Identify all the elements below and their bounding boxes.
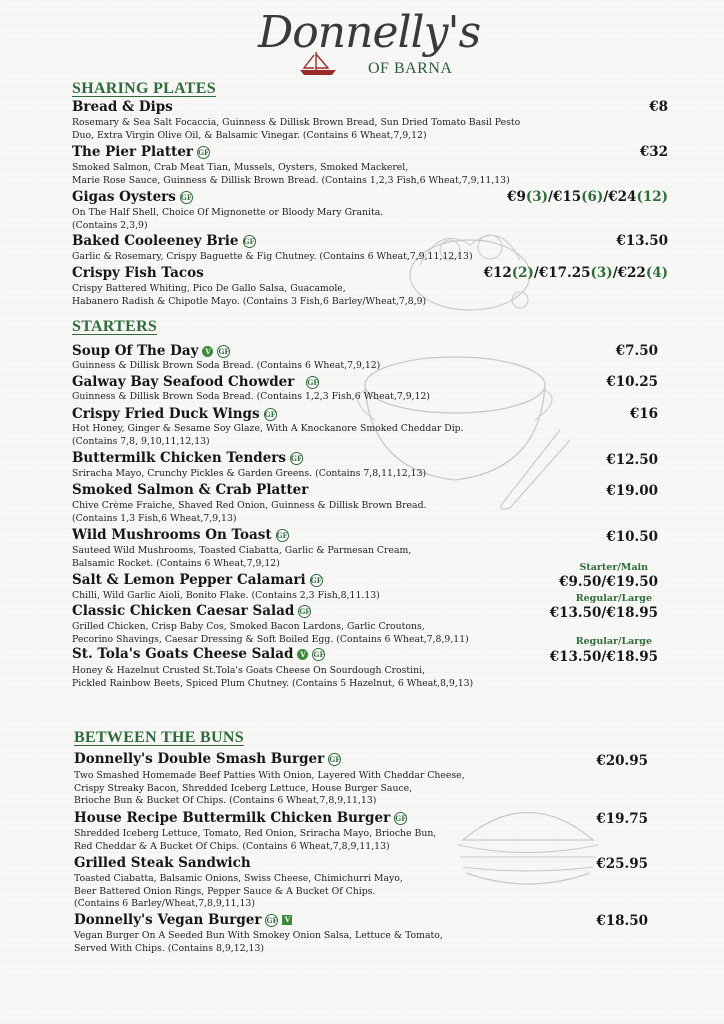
price-part: /€22 (612, 265, 646, 281)
price-part: /€24 (603, 189, 637, 205)
desc-line: Toasted Ciabatta, Balsamic Onions, Swiss Cheese, Chimichurri Mayo, (74, 873, 403, 884)
price-part: €9 (507, 189, 526, 205)
menu-item-name (72, 603, 311, 619)
item-description (72, 391, 430, 404)
item-description (72, 162, 510, 187)
logo-wordmark: Donnelly's (258, 7, 481, 58)
portion-size-label: Regular/Large (575, 593, 652, 604)
item-name-text: Classic Chicken Caesar Salad (72, 603, 295, 619)
desc-line: Grilled Chicken, Crisp Baby Cos, Smoked Bacon Lardons, Garlic Croutons, (72, 621, 425, 632)
item-name-text: Bread & Dips (72, 99, 173, 115)
vegan-icon: V (282, 915, 292, 925)
desc-line: Sriracha Mayo, Crunchy Pickles & Garden Greens. (Contains 7,8,11,12,13) (72, 468, 427, 479)
item-description (72, 545, 411, 570)
menu-item-name (74, 751, 341, 767)
item-price (507, 189, 668, 205)
item-price: €10.50 (606, 529, 658, 545)
portion-size-label: Regular/Large (575, 636, 652, 647)
desc-line: Rosemary & Sea Salt Focaccia, Guinness & Dillisk Brown Bread, Sun Dried Tomato Basil Pesto (72, 117, 521, 128)
item-description (72, 117, 520, 142)
item-description (74, 873, 403, 911)
gluten-free-icon: GF (299, 606, 311, 616)
menu-item-name (72, 374, 319, 390)
item-name-text: Soup Of The Day (72, 343, 199, 359)
item-description (74, 770, 465, 808)
item-name-text: Crispy Fried Duck Wings (72, 406, 260, 422)
item-price: €18.50 (596, 913, 648, 929)
gluten-free-icon: GF (291, 453, 302, 463)
desc-line: (Contains 1,3 Fish,6 Wheat,7,9,13) (72, 512, 237, 524)
item-description (72, 283, 426, 308)
gluten-free-icon: GF (218, 346, 230, 356)
desc-line: Balsamic Rocket. (Contains 6 Wheat,7,9,12) (72, 557, 280, 569)
portion-count: (12) (636, 189, 668, 205)
gluten-free-icon: GF (307, 377, 319, 387)
item-description (74, 930, 443, 955)
desc-line: Crispy Battered Whiting, Pico De Gallo Salsa, Guacamole, (72, 283, 346, 294)
item-name-text: Donnelly's Vegan Burger (74, 912, 262, 928)
desc-line: Marie Rose Sauce, Guinness & Dillisk Brown Bread. (Contains 1,2,3 Fish,6 Wheat,7,9,11,13) (72, 174, 510, 186)
menu-item-name (72, 482, 308, 498)
item-description (72, 251, 473, 264)
item-price: €12.50 (606, 452, 658, 468)
item-description (72, 468, 426, 481)
item-price: €19.00 (606, 483, 658, 499)
item-price: €19.75 (596, 811, 648, 827)
item-description (74, 828, 436, 853)
price-part: /€15 (548, 189, 582, 205)
gluten-free-icon: GF (310, 575, 322, 585)
desc-line: Served With Chips. (Contains 8,9,12,13) (74, 942, 265, 954)
desc-line: Shredded Iceberg Lettuce, Tomato, Red Onion, Sriracha Mayo, Brioche Bun, (74, 828, 437, 839)
desc-line: (Contains 7,8, 9,10,11,12,13) (72, 435, 210, 447)
desc-line: Pecorino Shavings, Caesar Dressing & Soft Boiled Egg. (Contains 6 Wheat,7,8,9,11) (72, 633, 469, 645)
section-title-starters: STARTERS (72, 318, 158, 335)
vegetarian-icon: V (202, 346, 213, 357)
item-price: €20.95 (596, 753, 648, 769)
item-name-text: Smoked Salmon & Crab Platter (72, 482, 309, 498)
desc-line: Beer Battered Onion Rings, Pepper Sauce & A Bucket Of Chips. (74, 885, 376, 897)
portion-count: (3) (590, 265, 613, 281)
item-price: €9.50/€19.50 (559, 574, 658, 590)
item-price: €10.25 (606, 374, 658, 390)
item-name-text: Crispy Fish Tacos (72, 265, 204, 281)
desc-line: Vegan Burger On A Seeded Bun With Smokey Onion Salsa, Lettuce & Tomato, (74, 930, 443, 941)
gluten-free-icon: GF (266, 915, 278, 925)
gluten-free-icon: GF (243, 236, 255, 246)
desc-line: (Contains 2,3,9) (72, 219, 148, 231)
desc-line: Brioche Bun & Bucket Of Chips. (Contains 6 Wheat,7,8,9,11,13) (74, 795, 377, 807)
vegetarian-icon: V (297, 649, 308, 660)
item-description (72, 621, 469, 646)
desc-line: Sauteed Wild Mushrooms, Toasted Ciabatta, Garlic & Parmesan Cream, (72, 545, 412, 556)
desc-line: Honey & Hazelnut Crusted St.Tola's Goats Cheese On Sourdough Crostini, (72, 665, 426, 676)
menu-item-name (72, 189, 193, 205)
item-name-text: Baked Cooleeney Brie (72, 233, 239, 249)
menu-item-name (72, 144, 210, 160)
desc-line: Chilli, Wild Garlic Aioli, Bonito Flake. (Contains 2,3 Fish,8,11.13) (72, 590, 380, 601)
logo-subtitle: OF BARNA (368, 60, 453, 77)
gluten-free-icon: GF (313, 649, 325, 659)
item-description (72, 590, 380, 603)
portion-count: (4) (645, 265, 668, 281)
item-price: €25.95 (596, 856, 648, 872)
desc-line: Guinness & Dillisk Brown Soda Bread. (Contains 1,2,3 Fish,6 Wheat,7,9,12) (72, 391, 431, 402)
gluten-free-icon: GF (198, 147, 210, 157)
desc-line: On The Half Shell, Choice Of Mignonette or Bloody Mary Granita. (72, 207, 384, 218)
portion-size-label: Starter/Main (579, 562, 648, 573)
desc-line: Guinness & Dillisk Brown Soda Bread. (Contains 6 Wheat,7,9,12) (72, 360, 381, 371)
price-part: €12 (483, 265, 512, 281)
gluten-free-icon: GF (264, 409, 276, 419)
item-price (484, 265, 668, 281)
item-price: €7.50 (615, 343, 658, 359)
desc-line: Red Cheddar & A Bucket Of Chips. (Contains 6 Wheat,7,8,9,11,13) (74, 840, 390, 852)
desc-line: Hot Honey, Ginger & Sesame Soy Glaze, With A Knockanore Smoked Cheddar Dip. (72, 423, 464, 434)
desc-line: Pickled Rainbow Beets, Spiced Plum Chutney. (Contains 5 Hazelnut, 6 Wheat,8,9,13) (72, 677, 474, 689)
gluten-free-icon: GF (329, 754, 341, 764)
item-description (72, 665, 473, 690)
desc-line: (Contains 6 Barley/Wheat,7,8,9,11,13) (74, 898, 255, 910)
item-name-text: Grilled Steak Sandwich (74, 855, 251, 871)
item-description (72, 500, 426, 525)
desc-line: Smoked Salmon, Crab Meat Tian, Mussels, Oysters, Smoked Mackerel, (72, 162, 409, 173)
menu-item-name (72, 265, 204, 281)
item-name-text: Salt & Lemon Pepper Calamari (72, 572, 306, 588)
menu-item-name (72, 572, 323, 588)
item-description (72, 423, 464, 448)
item-price: €16 (629, 406, 658, 422)
desc-line: Duo, Extra Virgin Olive Oil, & Balsamic Vinegar. (Contains 6 Wheat,7,9,12) (72, 129, 427, 141)
item-name-text: The Pier Platter (72, 144, 194, 160)
desc-line: Two Smashed Homemade Beef Patties With Onion, Layered With Cheddar Cheese, (74, 770, 465, 781)
item-name-text: Buttermilk Chicken Tenders (72, 450, 287, 466)
desc-line: Habanero Radish & Chipotle Mayo. (Contains 3 Fish,6 Barley/Wheat,7,8,9) (72, 295, 427, 307)
menu-item-name (74, 855, 251, 871)
item-price: €13.50 (616, 233, 668, 249)
section-title-sharing: SHARING PLATES (72, 80, 216, 97)
item-name-text: Donnelly's Double Smash Burger (74, 751, 325, 767)
item-price: €13.50/€18.95 (549, 649, 658, 665)
portion-count: (3) (525, 189, 549, 205)
portion-count: (6) (581, 189, 604, 205)
desc-line: Crispy Streaky Bacon, Shredded Iceberg Lettuce, House Burger Sauce, (74, 782, 413, 794)
portion-count: (2) (511, 265, 534, 281)
item-description (72, 207, 383, 232)
gluten-free-icon: GF (276, 530, 288, 540)
menu-item-name (72, 406, 277, 422)
section-title-buns: BETWEEN THE BUNS (74, 729, 244, 746)
item-description (72, 360, 380, 373)
item-price: €13.50/€18.95 (549, 605, 658, 621)
menu-item-name (72, 450, 303, 466)
desc-line: Garlic & Rosemary, Crispy Baguette & Fig Chutney. (Contains 6 Wheat,7,9,11,12,13) (72, 251, 473, 262)
menu-item-name (74, 810, 407, 826)
item-name-text: Gigas Oysters (72, 189, 176, 205)
menu-item-name (74, 912, 292, 928)
menu-item-name (72, 233, 256, 249)
gluten-free-icon: GF (180, 192, 192, 202)
item-name-text: St. Tola's Goats Cheese Salad (72, 646, 294, 662)
item-price: €32 (639, 144, 668, 160)
burger-sketch-icon (448, 795, 608, 895)
menu-item-name (72, 343, 230, 359)
item-name-text: Galway Bay Seafood Chowder (72, 374, 295, 390)
menu-item-name (72, 99, 173, 115)
price-part: /€17.25 (533, 265, 591, 281)
desc-line: Chive Crème Fraiche, Shaved Red Onion, Guinness & Dillisk Brown Bread. (72, 500, 427, 511)
item-price: €8 (649, 99, 668, 115)
boat-logo-icon (296, 50, 340, 76)
menu-item-name (72, 646, 325, 662)
gluten-free-icon: GF (395, 813, 407, 823)
item-name-text: House Recipe Buttermilk Chicken Burger (74, 810, 391, 826)
menu-item-name (72, 527, 289, 543)
item-name-text: Wild Mushrooms On Toast (72, 527, 272, 543)
